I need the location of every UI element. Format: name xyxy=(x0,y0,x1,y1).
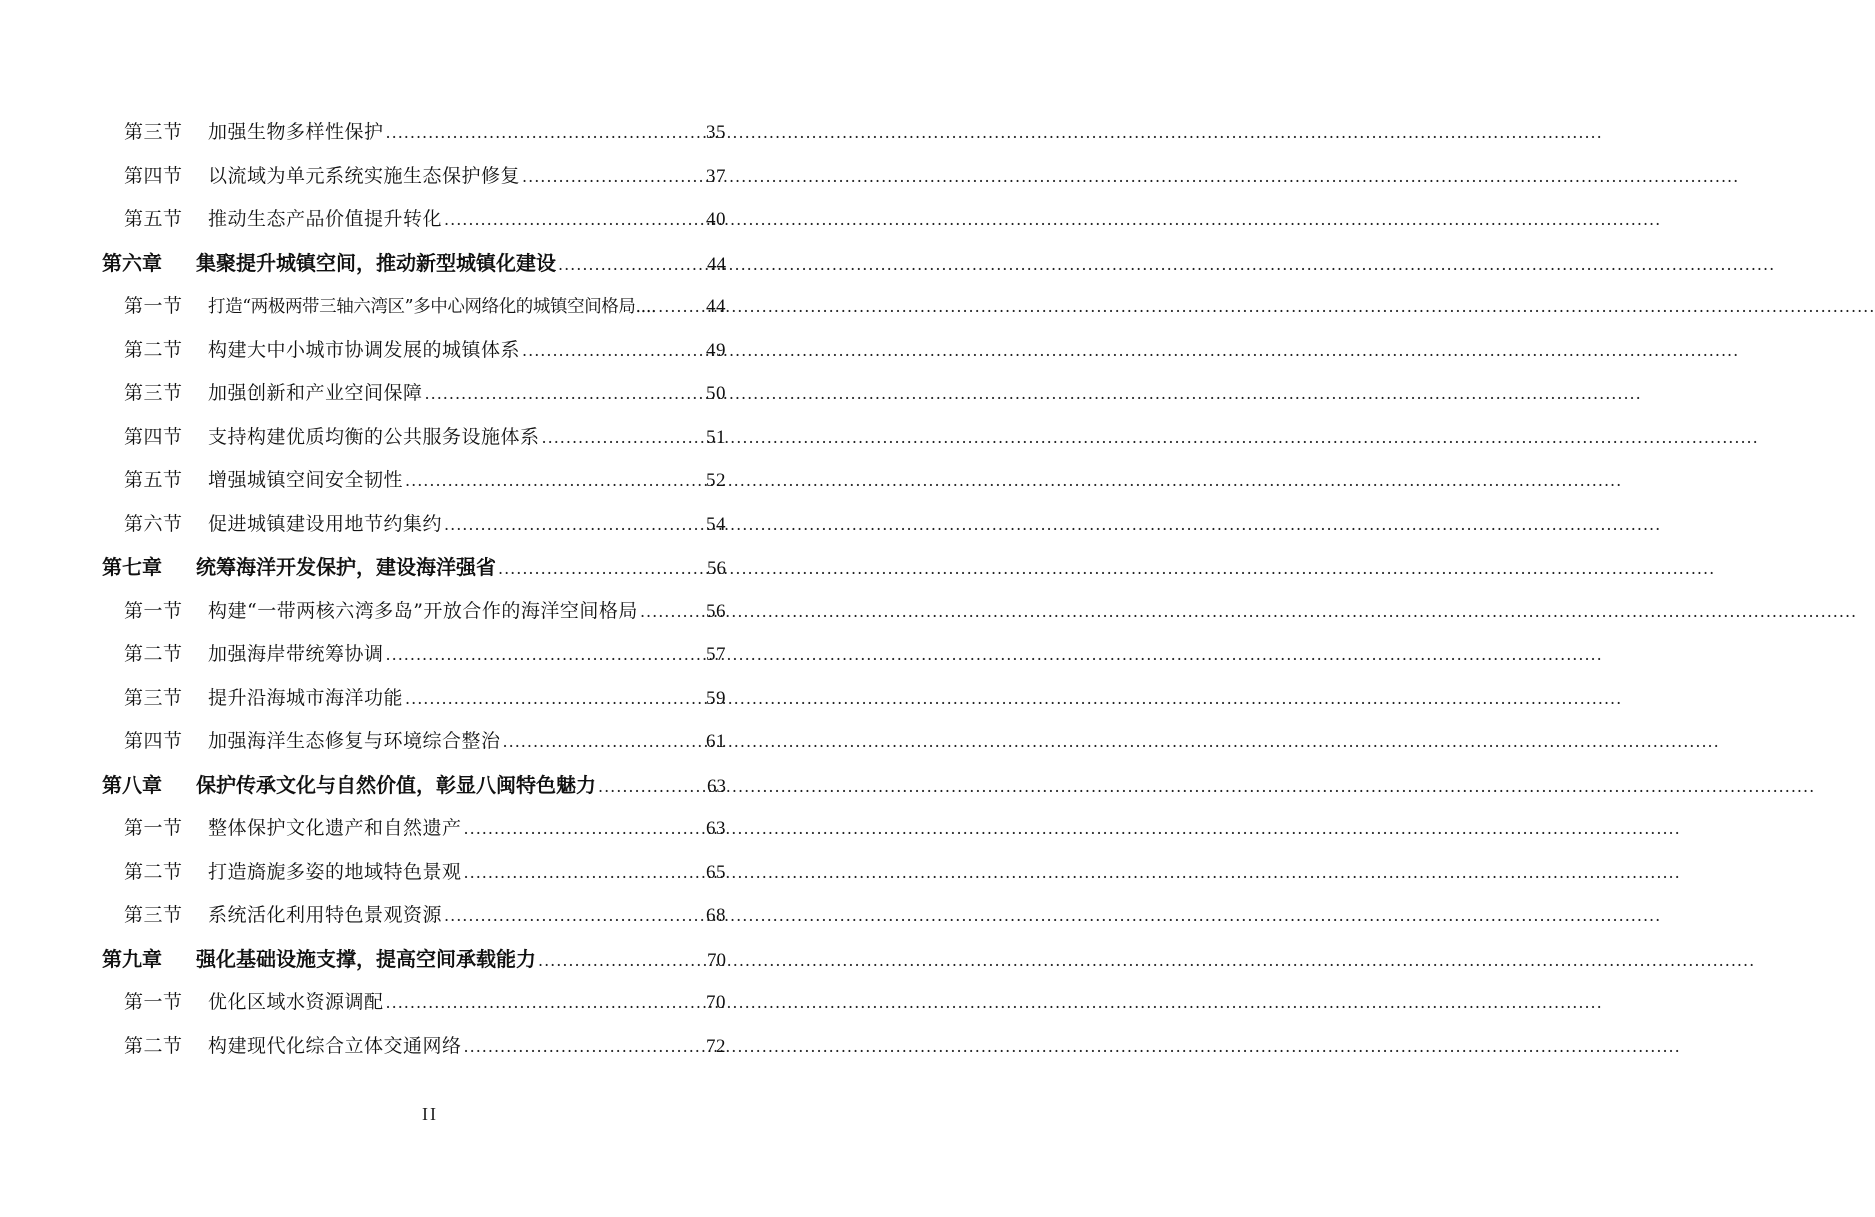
page-reference: 37 xyxy=(706,165,726,187)
page-reference: 68 xyxy=(706,905,726,926)
chapter-title: 集聚提升城镇空间，推动新型城镇化建设 xyxy=(196,250,556,275)
page-reference: 44 xyxy=(707,253,726,275)
dot-leader xyxy=(638,590,704,634)
toc-section-entry[interactable] xyxy=(102,459,726,503)
section-number: 第二节 xyxy=(124,338,183,361)
chapter-title: 保护传承文化与自然价值，彰显八闽特色魅力 xyxy=(196,772,596,797)
dot-leader xyxy=(442,894,704,938)
chapter-number: 第六章 xyxy=(102,250,162,275)
section-number: 第一节 xyxy=(124,991,183,1013)
dot-leader xyxy=(520,155,704,199)
page-reference: 57 xyxy=(706,644,726,665)
dot-leader xyxy=(403,677,704,721)
section-number: 第二节 xyxy=(124,643,183,665)
section-title: 打造旖旎多姿的地域特色景观 xyxy=(208,860,462,883)
dot-leader xyxy=(520,329,704,373)
toc-section-entry[interactable] xyxy=(102,851,726,895)
toc-section-entry[interactable] xyxy=(102,590,726,634)
section-number: 第四节 xyxy=(124,164,183,187)
page-reference: 56 xyxy=(706,600,726,622)
section-title: 加强创新和产业空间保障 xyxy=(208,382,423,404)
page-reference: 63 xyxy=(706,818,726,839)
chapter-number: 第九章 xyxy=(102,946,162,971)
dot-leader xyxy=(384,111,704,155)
dot-leader xyxy=(536,939,704,983)
toc-section-entry[interactable] xyxy=(102,981,726,1025)
page-reference: 56 xyxy=(707,558,726,579)
toc-chapter-entry[interactable] xyxy=(102,764,726,808)
toc-section-entry[interactable] xyxy=(102,677,726,721)
toc-section-entry[interactable] xyxy=(102,807,726,851)
toc-section-entry[interactable] xyxy=(102,633,726,677)
section-number: 第三节 xyxy=(124,121,183,143)
section-title: 加强生物多样性保护 xyxy=(208,121,384,143)
dot-leader xyxy=(462,1025,704,1069)
page-reference: 54 xyxy=(706,513,726,535)
page-reference: 59 xyxy=(706,687,726,709)
section-title: 打造“两极两带三轴六湾区”多中心网络化的城镇空间格局.... xyxy=(208,297,657,317)
section-number: 第一节 xyxy=(124,599,183,622)
section-title: 加强海洋生态修复与环境综合整治 xyxy=(208,730,501,752)
section-number: 第三节 xyxy=(124,382,183,404)
section-title: 支持构建优质均衡的公共服务设施体系 xyxy=(208,425,540,448)
page-reference: 49 xyxy=(706,339,726,361)
dot-leader xyxy=(656,285,704,329)
section-title: 增强城镇空间安全韧性 xyxy=(208,469,404,491)
section-title: 整体保护文化遗产和自然遗产 xyxy=(208,817,462,839)
dot-leader xyxy=(384,633,704,677)
section-title: 提升沿海城市海洋功能 xyxy=(208,686,404,709)
section-number: 第五节 xyxy=(124,208,183,230)
page-reference: 63 xyxy=(707,775,726,797)
chapter-title: 强化基础设施支撑，提高空间承载能力 xyxy=(196,946,536,971)
dot-leader xyxy=(442,198,704,242)
page-reference: 61 xyxy=(706,731,726,752)
toc-chapter-entry[interactable] xyxy=(102,242,726,286)
page-reference: 70 xyxy=(706,992,726,1013)
section-number: 第六节 xyxy=(124,512,183,535)
section-number: 第二节 xyxy=(124,860,183,883)
section-number: 第三节 xyxy=(124,686,183,709)
chapter-number: 第七章 xyxy=(102,555,162,579)
dot-leader xyxy=(556,243,704,287)
toc-section-entry[interactable] xyxy=(102,503,726,547)
chapter-title: 统筹海洋开发保护，建设海洋强省 xyxy=(196,555,496,579)
page-reference: 72 xyxy=(706,1035,726,1057)
dot-leader xyxy=(501,720,704,764)
page-reference: 40 xyxy=(706,209,726,230)
section-number: 第三节 xyxy=(124,904,183,926)
dot-leader xyxy=(423,372,704,416)
page-reference: 65 xyxy=(706,861,726,883)
section-number: 第二节 xyxy=(124,1034,183,1057)
section-number: 第五节 xyxy=(124,469,183,491)
section-number: 第四节 xyxy=(124,425,183,448)
page-reference: 44 xyxy=(706,296,726,317)
section-number: 第一节 xyxy=(124,295,183,317)
page-reference: 70 xyxy=(707,949,726,971)
toc-section-entry[interactable] xyxy=(102,285,726,329)
section-number: 第一节 xyxy=(124,817,183,839)
toc-section-entry[interactable] xyxy=(102,894,726,938)
page-reference: 51 xyxy=(706,426,726,448)
section-title: 以流域为单元系统实施生态保护修复 xyxy=(208,164,521,187)
dot-leader xyxy=(496,547,704,591)
toc-chapter-entry[interactable] xyxy=(102,938,726,982)
chapter-number: 第八章 xyxy=(102,772,162,797)
dot-leader xyxy=(403,459,704,503)
toc-section-entry[interactable] xyxy=(102,1025,726,1069)
section-title: 构建现代化综合立体交通网络 xyxy=(208,1034,462,1057)
dot-leader xyxy=(596,765,704,809)
toc-section-entry[interactable] xyxy=(102,155,726,199)
toc-section-entry[interactable] xyxy=(102,329,726,373)
section-title: 优化区域水资源调配 xyxy=(208,991,384,1013)
dot-leader xyxy=(442,503,704,547)
page-reference: 50 xyxy=(706,383,726,404)
toc-section-entry[interactable] xyxy=(102,416,726,460)
dot-leader xyxy=(540,416,704,460)
toc-chapter-entry[interactable] xyxy=(102,546,726,590)
section-title: 系统活化利用特色景观资源 xyxy=(208,904,443,926)
toc-section-entry[interactable] xyxy=(102,720,726,764)
section-title: 加强海岸带统筹协调 xyxy=(208,643,384,665)
page-reference: 35 xyxy=(706,122,726,143)
section-title: 构建大中小城市协调发展的城镇体系 xyxy=(208,338,521,361)
page-reference: 52 xyxy=(706,470,726,491)
dot-leader xyxy=(462,807,704,851)
page-number: II xyxy=(422,1104,438,1124)
toc-section-entry[interactable] xyxy=(102,111,726,155)
toc-section-entry[interactable] xyxy=(102,372,726,416)
dot-leader xyxy=(462,851,704,895)
table-of-contents xyxy=(102,111,726,1068)
section-number: 第四节 xyxy=(124,730,183,752)
section-title: 促进城镇建设用地节约集约 xyxy=(208,512,443,535)
section-title: 推动生态产品价值提升转化 xyxy=(208,208,443,230)
toc-section-entry[interactable] xyxy=(102,198,726,242)
section-title: 构建“一带两核六湾多岛”开放合作的海洋空间格局 xyxy=(208,599,638,622)
dot-leader xyxy=(384,981,704,1025)
